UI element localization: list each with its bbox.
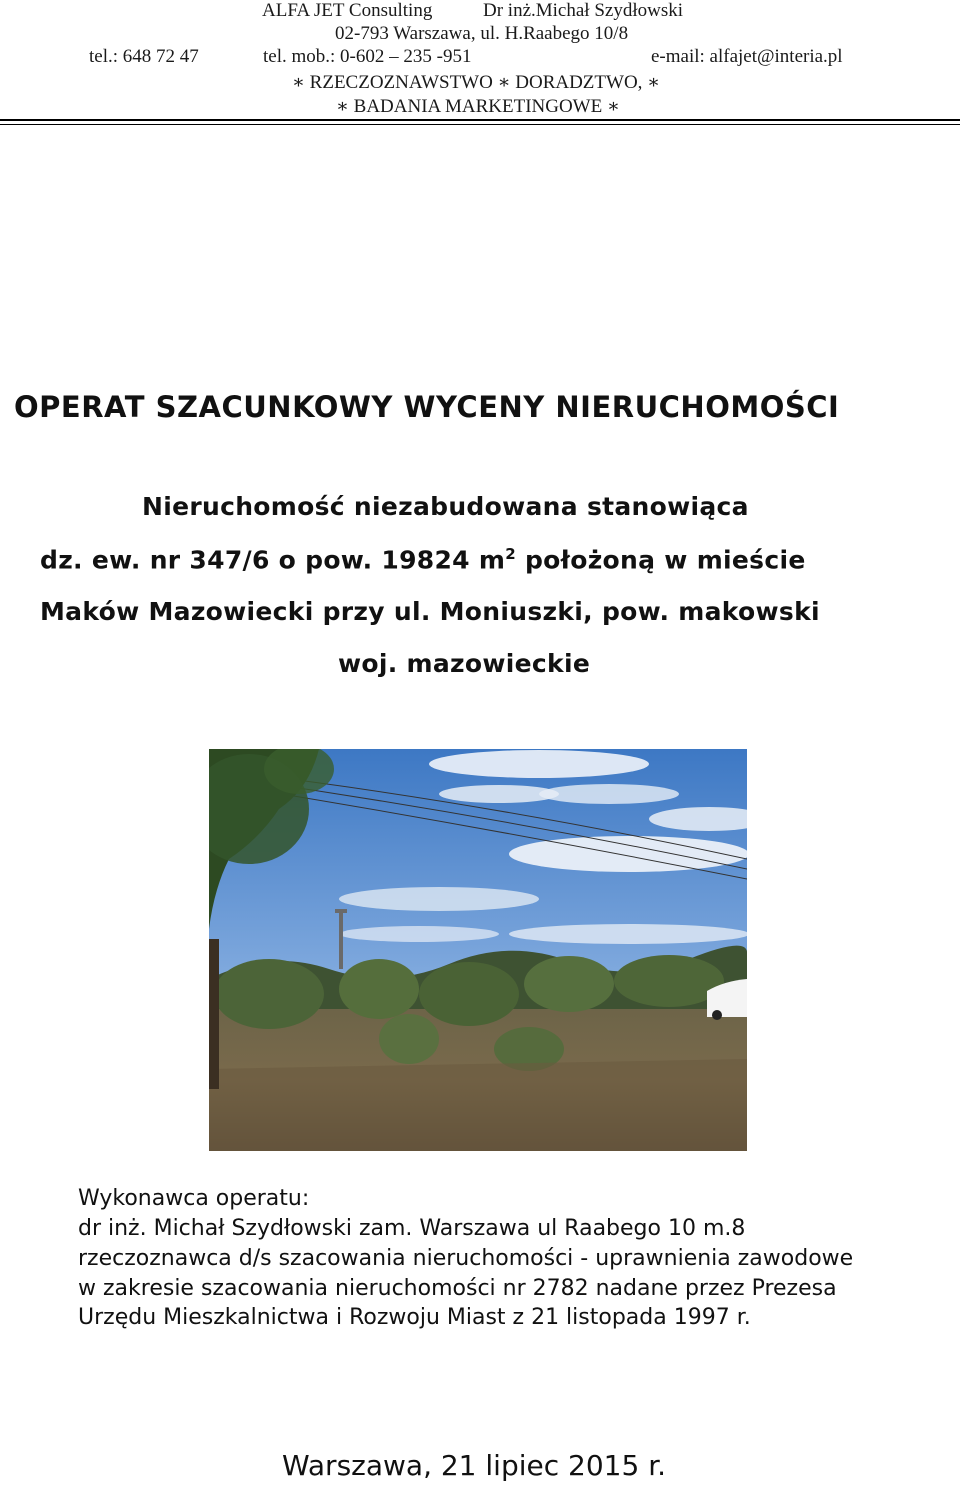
subject-line-1: Nieruchomość niezabudowana stanowiąca [142, 492, 749, 521]
place-and-date: Warszawa, 21 lipiec 2015 r. [282, 1449, 667, 1482]
owner-name: Dr inż.Michał Szydłowski [483, 0, 684, 21]
company-address: 02-793 Warszawa, ul. H.Raabego 10/8 [335, 23, 629, 44]
author-line-4: Urzędu Mieszkalnictwa i Rozwoju Miast z 21 listopada 1997 r. [78, 1305, 751, 1330]
author-line-2: rzeczoznawca d/s szacowania nieruchomości - uprawnienia zawodowe [78, 1246, 854, 1271]
property-photo [209, 749, 747, 1151]
subject-line-4: woj. mazowieckie [338, 649, 591, 678]
subject-line-3: Maków Mazowiecki przy ul. Moniuszki, pow. makowski [40, 597, 820, 626]
phone: tel.: 648 72 47 [89, 46, 199, 67]
header-rule-thin [0, 124, 960, 125]
header-rule-thick [0, 119, 960, 121]
subject-line-2: dz. ew. nr 347/6 o pow. 19824 $m^2$ położoną w mieście [40, 545, 806, 575]
services-line-2: ∗ BADANIA MARKETINGOWE ∗ [336, 96, 620, 117]
services-line-1: ∗ RZECZOZNAWSTWO ∗ DORADZTWO, ∗ [292, 72, 661, 93]
company-name: ALFA JET Consulting [262, 0, 433, 21]
author-line-3: w zakresie szacowania nieruchomości nr 2782 nadane przez Prezesa [78, 1276, 837, 1301]
email: e-mail: alfajet@interia.pl [651, 46, 843, 67]
mobile-phone: tel. mob.: 0-602 – 235 -951 [263, 46, 472, 67]
document-title: OPERAT SZACUNKOWY WYCENY NIERUCHOMOŚCI [14, 390, 840, 424]
author-line-1: dr inż. Michał Szydłowski zam. Warszawa ul Raabego 10 m.8 [78, 1216, 746, 1241]
author-label: Wykonawca operatu: [78, 1186, 310, 1211]
